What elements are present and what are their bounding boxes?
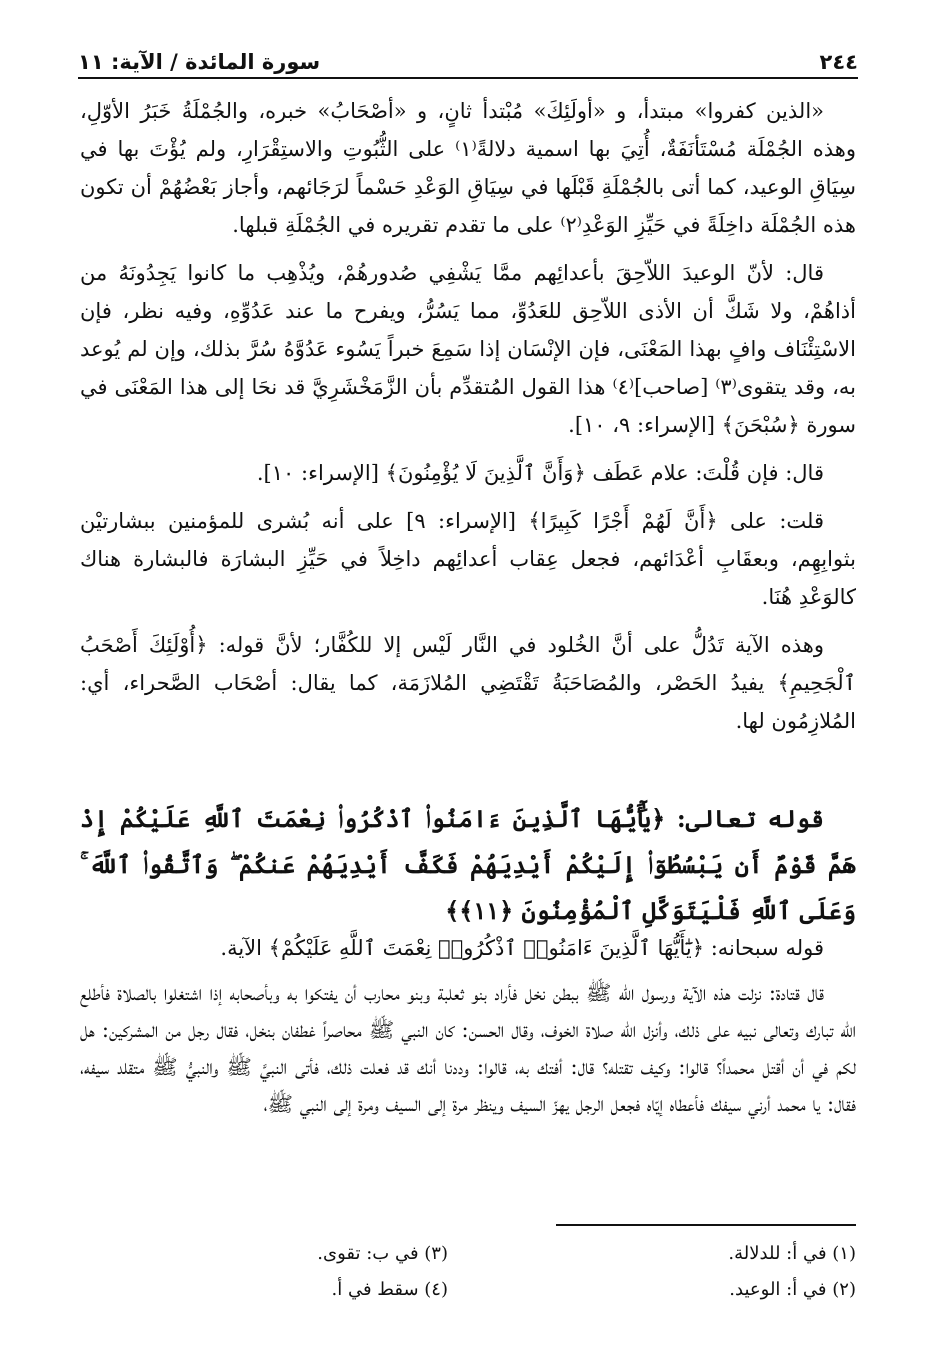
paragraph: قال: فإن قُلْتَ: علام عَطَف ﴿وَأَنَّ ٱلَّذِينَ لَا يُؤْمِنُونَ﴾ [الإسراء: ١٠]. [256,461,824,485]
body-text-continued [80,930,856,1131]
verse-text: قوله تعالى: ﴿يَٰٓأَيُّهَا ٱلَّذِينَ ءَامَنُوا۟ ٱذْكُرُوا۟ نِعْمَتَ ٱللَّهِ عَلَيْكُمْ إِذْ هَمَّ قَوْمٌ أَن يَبْسُطُوٓا۟ إِلَيْكُمْ أَيْدِيَهُمْ فَكَفَّ أَيْدِيَهُمْ عَنكُمْ ۖ وَٱتَّقُوا۟ ٱللَّهَ ۚ وَعَلَى ٱللَّهِ فَلْيَتَوَكَّلِ ٱلْمُؤْمِنُونَ ﴿١١﴾﴾ [80,804,856,925]
quran-verse [80,796,856,934]
paragraph: قوله سبحانه: ﴿يَٰٓأَيُّهَا ٱلَّذِينَ ءَامَنُوا۟ ٱذْكُرُوا۟ نِعْمَتَ ٱللَّهِ عَلَيْكُمْ﴾ الآية. [220,936,824,960]
footnotes [80,1236,856,1308]
footnote-2: (٢) في أ: الوعيد. [729,1279,856,1300]
footnote-3: (٣) في ب: تقوى. [317,1243,448,1264]
section-title: سورة المائدة / الآية: ١١ [78,50,321,74]
body-text [80,92,856,750]
paragraph: قلت: على ﴿أَنَّ لَهُمْ أَجْرًا كَبِيرًا﴾ [الإسراء: ٩] على أنه بُشرى للمؤمنين ببشارتيْن بثوابِهِم، وبعقَابِ أعْدَائهم، فجعل عِقاب أعدائِهم داخِلاً في حَيِّزِ البشارَة فالبشارة هناك كالوَعْدِ هُنَا. [80,509,856,609]
running-header [78,40,858,79]
paragraph: «الذين كفروا» مبتدأ، و «أولَئِكَ» مُبْتدأ ثانٍ، و «أصْحَابُ» خبره، والجُمْلَةُ خَبَرُ الأوّلِ، وهذه الجُمْلَة مُسْتَأنَفَةٌ، أُتِيَ بها اسمية دلالةً⁽١⁾ على الثُّبُوتِ والاستِقْرَارِ، ولم يُؤْتَ بها في سِيَاقِ الوعيد، كما أتى بالجُمْلَةِ قَبْلَها في سِيَاقِ الوَعْدِ حَسْماً لرَجَائهم، وأجاز بَعْضُهُمْ أن تكون هذه الجُمْلَة داخِلَةً في حَيِّزِ الوَعْدِ⁽٢⁾ على ما تقدم تقريره في الجُمْلَةِ قبلها. [80,99,856,237]
footnote-1: (١) في أ: للدلالة. [728,1243,856,1264]
paragraph: قال قتادة: نزلت هذه الآية ورسول الله ﷺ ببطن نخل فأراد بنو ثعلبة وبنو محارب أن يفتكوا به وبأصحابه إذا اشتغلوا بالصلاة فأطلع الله تبارك وتعالى نبيه على ذلك، وأنزل الله صلاة الخوف، وقال الحسن: كان النبي ﷺ محاصراً غطفان بنخل، فقال رجل من المشركين: هل لكم في أن أقتل محمداً؟ قالوا: وكيف تقتله؟ قال: أفتك به، قالوا: وددنا أنك قد فعلت ذلك، فأتى النبيَّ ﷺ والنبيُّ ﷺ متقلد سيفه، فقال: يا محمد أرني سيفك فأعطاه إيّاه فجعل الرجل يهزّ السيف وينظر مرة إلى السيف ومرة إلى النبي ﷺ، [80,981,856,1116]
paragraph: وهذه الآية تَدُلُّ على أنَّ الخُلود في النَّار لَيْس إلا للكُفَّار؛ لأنَّ قوله: ﴿أُوْلَئِكَ أَصْحَبُ ٱلْجَحِيمِ﴾ يفيدُ الحَصْر، والمُصَاحَبَةُ تَقْتَضِي المُلازَمَة، كما يقال: أصْحَاب الصَّحراء، أي: المُلازِمُون لها. [80,633,856,733]
footnote-divider [556,1224,856,1226]
paragraph: قال: لأنّ الوعيدَ اللاّحِقَ بأعدائِهم ممَّا يَشْفِي صُدورهُمْ، ويُذْهِب ما كانوا يَجِدُونَهُ من أذاهُمْ، ولا شَكَّ أن الأذى اللاّحِق للعَدُوِّ، مما يَسُرُّ، ويفرح ما عند عَدُوِّهِ، وفيه نظر، فإن الاسْتِئْنَاف وافٍ بهذا المَعْنَى، فإن الإنْسَان إذا سَمِعَ خبراً يَسُوء عَدُوَّهُ سُرَّ بذلك، وإن لم يُوعد به، وقد يتقوى⁽٣⁾ [صاحب]⁽٤⁾ هذا القول المُتقدِّم بأن الزَّمَخْشَرِيَّ قد نحَا إلى هذا المَعْنَى في سورة ﴿سُبْحَنَ﴾ [الإسراء: ٩، ١٠]. [80,261,856,437]
footnote-4: (٤) سقط في أ. [331,1279,448,1300]
page-number: ٢٤٤ [819,50,858,74]
